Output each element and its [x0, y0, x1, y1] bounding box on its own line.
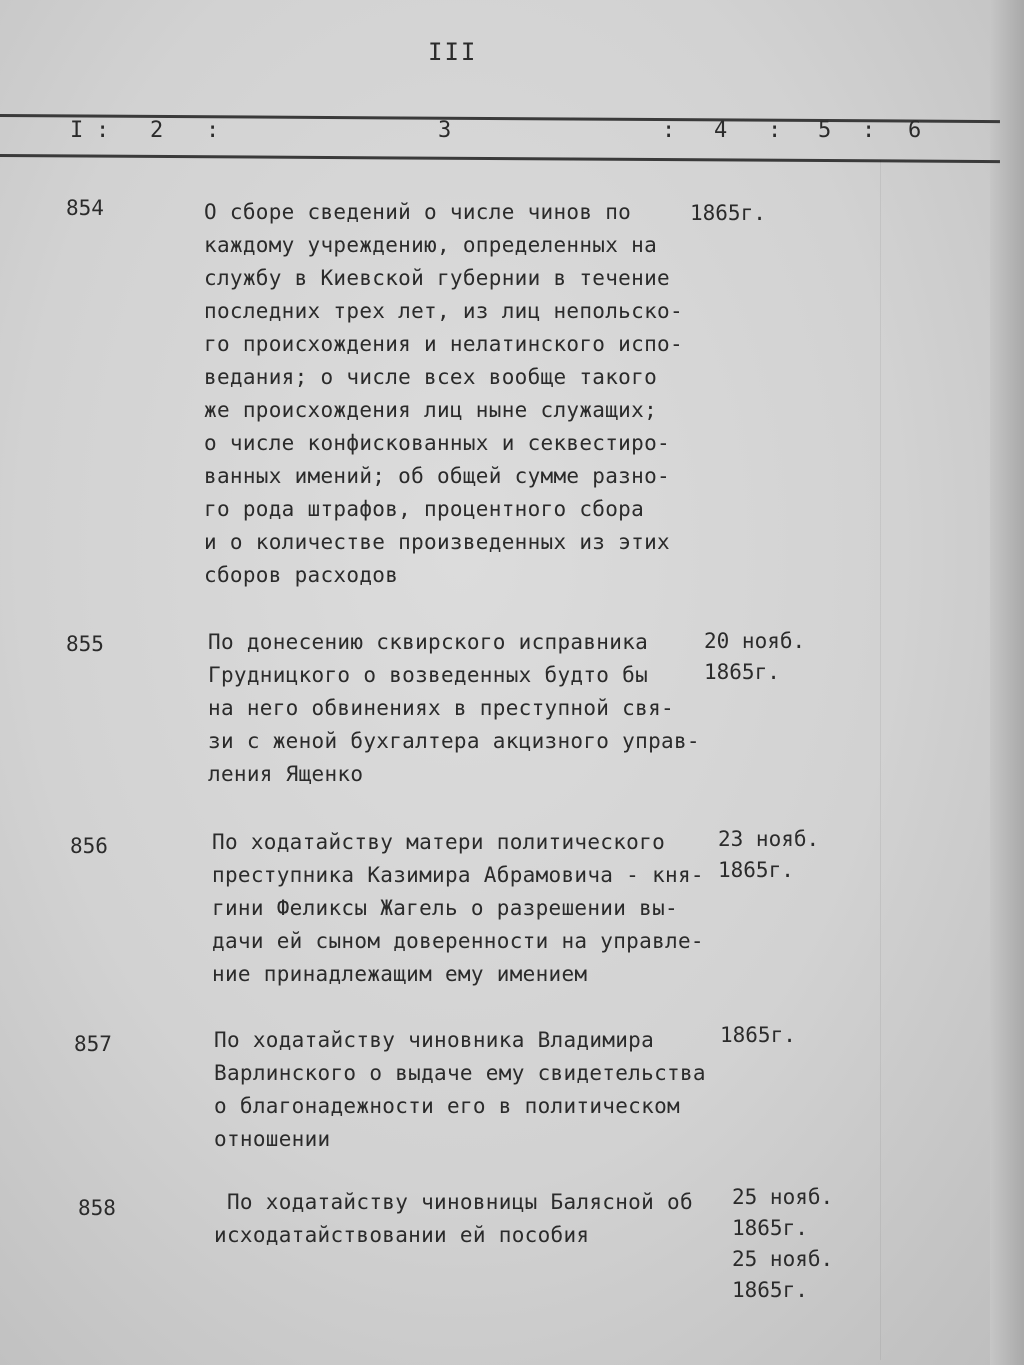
page-edge-shadow [990, 0, 1024, 1365]
entry-number: 854 [66, 196, 104, 220]
column-header-6: 6 [908, 118, 922, 143]
column-separator: : [768, 118, 782, 143]
entry-number: 858 [78, 1196, 116, 1220]
column-header-5: 5 [818, 118, 832, 143]
entry-description: О сборе сведений о числе чинов по каждому учреждению, определенных на службу в Киевской губернии в течение последних трех лет, из лиц непольско- го происхождения и нелатинского испо- ведания; о числе всех вообще такого же происхождения лиц ныне служащих; о числе конфискованных и секвестиро- ванных имений; об общей сумме разно- го рода штрафов, процентного сбора и о количестве произведенных из этих сборов расходов [204, 200, 683, 587]
column-header-2: 2 [150, 118, 164, 143]
column-separator: : [96, 118, 110, 143]
column-separator: : [662, 118, 676, 143]
page-number: III [428, 38, 478, 66]
entry-description: По донесению сквирского исправника Грудницкого о возведенных будто бы на него обвинениях в преступной свя- зи с женой бухгалтера акцизного управ- ления Ященко [208, 630, 700, 786]
header-rule-bottom [0, 154, 1000, 163]
column-header-4: 4 [714, 118, 728, 143]
entry-date: 20 нояб. 1865г. [704, 629, 806, 684]
entry-description: По ходатайству чиновницы Балясной об исходатайствовании ей пособия [214, 1190, 693, 1247]
column-guide-line [880, 160, 881, 1360]
column-separator: : [206, 118, 220, 143]
entry-date: 1865г. [690, 201, 766, 225]
entry-number: 857 [74, 1032, 112, 1056]
entry-date: 25 нояб. 1865г. 25 нояб. 1865г. [732, 1185, 834, 1302]
entry-date: 1865г. [720, 1023, 796, 1047]
column-header-3: 3 [438, 118, 452, 143]
entry-description: По ходатайству матери политического преступника Казимира Абрамовича - кня- гини Феликсы Жагель о разрешении вы- дачи ей сыном доверенности на управле- ние принадлежащим ему имением [212, 830, 704, 986]
entry-description: По ходатайству чиновника Владимира Варлинского о выдаче ему свидетельства о благонадежности его в политическом отношении [214, 1028, 706, 1151]
entry-number: 855 [66, 632, 104, 656]
column-header-1: I [70, 118, 84, 143]
entry-date: 23 нояб. 1865г. [718, 827, 820, 882]
column-separator: : [862, 118, 876, 143]
entry-number: 856 [70, 834, 108, 858]
